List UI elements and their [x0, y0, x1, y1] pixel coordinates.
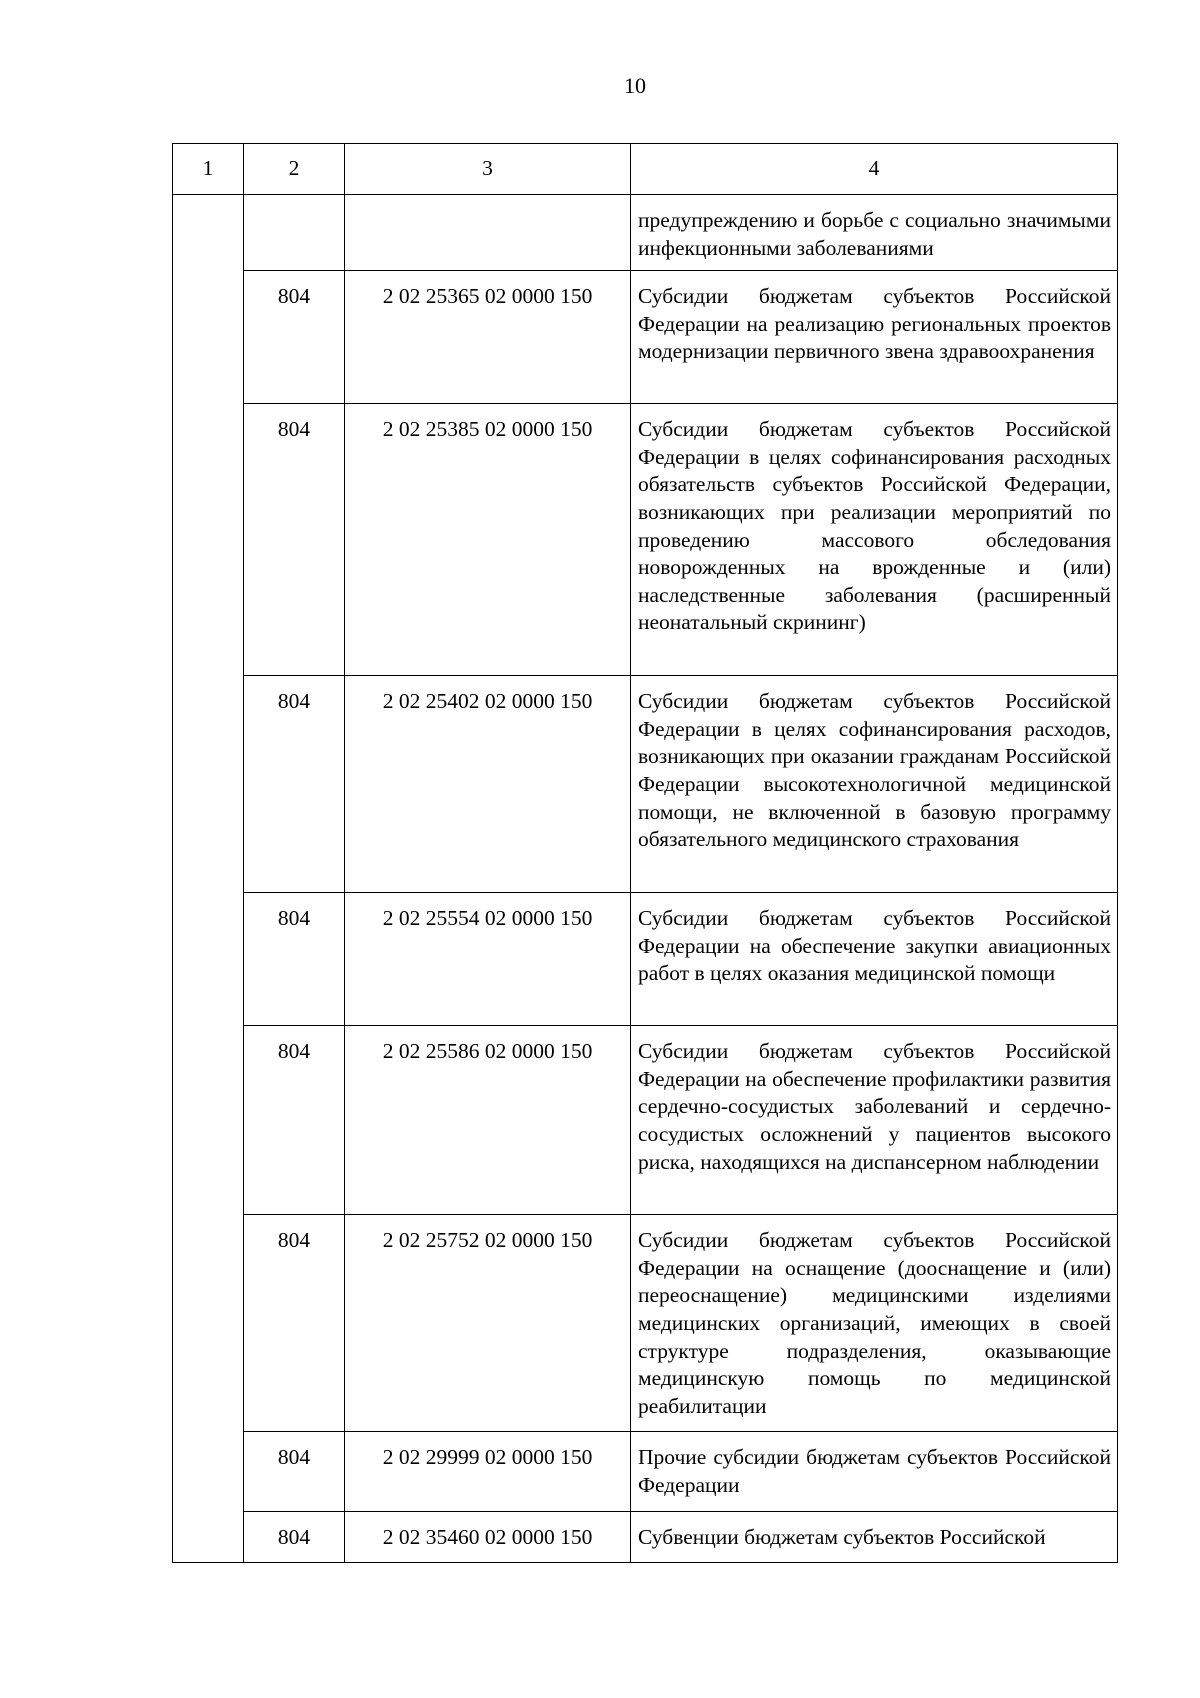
revenue-code-cell: 2 02 25385 02 0000 150 — [345, 404, 631, 676]
description-cell: Прочие субсидии бюджетам субъектов Российской Федерации — [631, 1432, 1118, 1512]
table-row — [173, 195, 1118, 271]
admin-code-cell: 804 — [244, 676, 345, 893]
table-row — [173, 404, 1118, 676]
table-row — [173, 1432, 1118, 1512]
page-number: 10 — [624, 73, 646, 98]
revenue-code-cell: 2 02 25752 02 0000 150 — [345, 1215, 631, 1432]
column-header-4: 4 — [631, 144, 1118, 195]
column-header-2: 2 — [244, 144, 345, 195]
table-row — [173, 1512, 1118, 1563]
description-cell: Субсидии бюджетам субъектов Российской Федерации на обеспечение профилактики развития сердечно-сосудистых заболеваний и сердечно-сосудистых осложнений у пациентов высокого риска, находящихся на диспансерном наблюдении — [631, 1026, 1118, 1215]
admin-code-cell: 804 — [244, 1026, 345, 1215]
column-header-3: 3 — [345, 144, 631, 195]
description-cell: Субсидии бюджетам субъектов Российской Федерации в целях софинансирования расходных обязательств субъектов Российской Федерации, возникающих при реализации мероприятий по проведению массового обследования новорожденных на врожденные и (или) наследственные заболевания (расширенный неонатальный скрининг) — [631, 404, 1118, 676]
table-row — [173, 676, 1118, 893]
revenue-code-cell: 2 02 25554 02 0000 150 — [345, 893, 631, 1026]
description-cell: Субсидии бюджетам субъектов Российской Федерации на оснащение (дооснащение и (или) переоснащение) медицинскими изделиями медицинских организаций, имеющих в своей структуре подразделения, оказывающие медицинскую помощь по медицинской реабилитации — [631, 1215, 1118, 1432]
group-column-cell — [173, 195, 244, 1563]
table-row — [173, 1215, 1118, 1432]
budget-classification-table — [172, 143, 1118, 1563]
admin-code-cell: 804 — [244, 404, 345, 676]
revenue-code-cell: 2 02 25402 02 0000 150 — [345, 676, 631, 893]
description-cell: Субвенции бюджетам субъектов Российской — [631, 1512, 1118, 1563]
admin-code-cell: 804 — [244, 1512, 345, 1563]
admin-code-cell: 804 — [244, 1215, 345, 1432]
revenue-code-cell: 2 02 25586 02 0000 150 — [345, 1026, 631, 1215]
revenue-code-cell: 2 02 35460 02 0000 150 — [345, 1512, 631, 1563]
revenue-code-cell — [345, 195, 631, 271]
description-cell: Субсидии бюджетам субъектов Российской Федерации на реализацию региональных проектов модернизации первичного звена здравоохранения — [631, 271, 1118, 404]
column-header-1: 1 — [173, 144, 244, 195]
table-row — [173, 893, 1118, 1026]
admin-code-cell — [244, 195, 345, 271]
table-header-row — [173, 144, 1118, 195]
description-cell: предупреждению и борьбе с социально значимыми инфекционными заболеваниями — [631, 195, 1118, 271]
description-cell: Субсидии бюджетам субъектов Российской Федерации в целях софинансирования расходов, возникающих при оказании гражданам Российской Федерации высокотехнологичной медицинской помощи, не включенной в базовую программу обязательного медицинского страхования — [631, 676, 1118, 893]
admin-code-cell: 804 — [244, 271, 345, 404]
revenue-code-cell: 2 02 29999 02 0000 150 — [345, 1432, 631, 1512]
revenue-code-cell: 2 02 25365 02 0000 150 — [345, 271, 631, 404]
description-cell: Субсидии бюджетам субъектов Российской Федерации на обеспечение закупки авиационных работ в целях оказания медицинской помощи — [631, 893, 1118, 1026]
admin-code-cell: 804 — [244, 1432, 345, 1512]
table-row — [173, 1026, 1118, 1215]
table-row — [173, 271, 1118, 404]
admin-code-cell: 804 — [244, 893, 345, 1026]
